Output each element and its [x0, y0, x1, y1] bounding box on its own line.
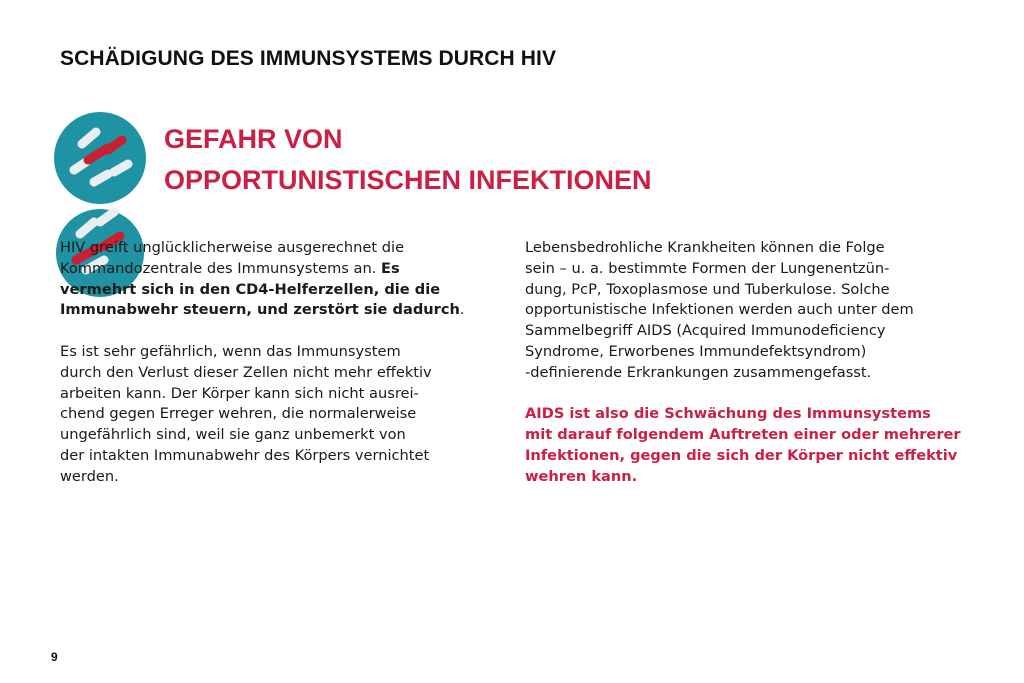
text-line: arbeiten kann. Der Körper kann sich nicht ausrei- — [60, 384, 419, 402]
text-line: -definierende Erkrankungen zusammengefasst. — [525, 363, 872, 381]
section-title — [164, 119, 652, 201]
right-paragraph-2-highlight — [525, 404, 965, 487]
text-line: Syndrome, Erworbenes Immundefektsyndrom) — [525, 342, 867, 360]
text-line: Lebensbedrohliche Krankheiten können die Folge — [525, 239, 885, 256]
left-text-column — [60, 238, 480, 488]
text-line: Sammelbegriff AIDS (Acquired Immunodeficiency — [525, 322, 886, 340]
text-segment: Kommandozentrale des Immunsystems an. — [60, 259, 382, 277]
text-line — [60, 259, 480, 280]
left-paragraph-1 — [60, 238, 480, 321]
bold-text-segment: Immunabwehr steuern, und zerstört sie dadurch — [60, 301, 460, 319]
highlight-text-line: wehren kann. — [525, 467, 638, 485]
text-line: sein – u. a. bestimmte Formen der Lungenentzün- — [525, 259, 890, 277]
right-text-column — [525, 238, 965, 488]
text-line: der intakten Immunabwehr des Körpers vernichtet — [60, 446, 430, 464]
section-title-line-1: GEFAHR VON — [164, 124, 343, 154]
text-line — [60, 300, 480, 321]
bold-text-segment: Es — [381, 259, 400, 277]
text-line: durch den Verlust dieser Zellen nicht mehr effektiv — [60, 363, 432, 381]
text-line: Es ist sehr gefährlich, wenn das Immunsystem — [60, 342, 401, 360]
page-number: 9 — [51, 650, 58, 664]
text-line: dung, PcP, Toxoplasmose und Tuberkulose. Solche — [525, 280, 890, 298]
highlight-text-line: Infektionen, gegen die sich der Körper nicht effektiv — [525, 446, 958, 464]
text-line: werden. — [60, 467, 119, 485]
text-line: chend gegen Erreger wehren, die normalerweise — [60, 405, 417, 423]
page-title: SCHÄDIGUNG DES IMMUNSYSTEMS DURCH HIV — [60, 47, 557, 70]
section-title-line-2: OPPORTUNISTISCHEN INFEKTIONEN — [164, 165, 652, 195]
highlight-text-line: AIDS ist also die Schwächung des Immunsystems — [525, 405, 931, 423]
left-paragraph-2 — [60, 342, 480, 488]
bold-text-line: vermehrt sich in den CD4-Helferzellen, die die — [60, 280, 441, 298]
text-line: ungefährlich sind, weil sie ganz unbemerkt von — [60, 426, 406, 444]
text-segment: . — [459, 301, 465, 319]
highlight-text-line: mit darauf folgendem Auftreten einer oder mehrerer — [525, 426, 961, 444]
right-paragraph-1 — [525, 238, 965, 384]
text-line: opportunistische Infektionen werden auch unter dem — [525, 301, 914, 319]
text-line: HIV greift unglücklicherweise ausgerechnet die — [60, 239, 405, 256]
